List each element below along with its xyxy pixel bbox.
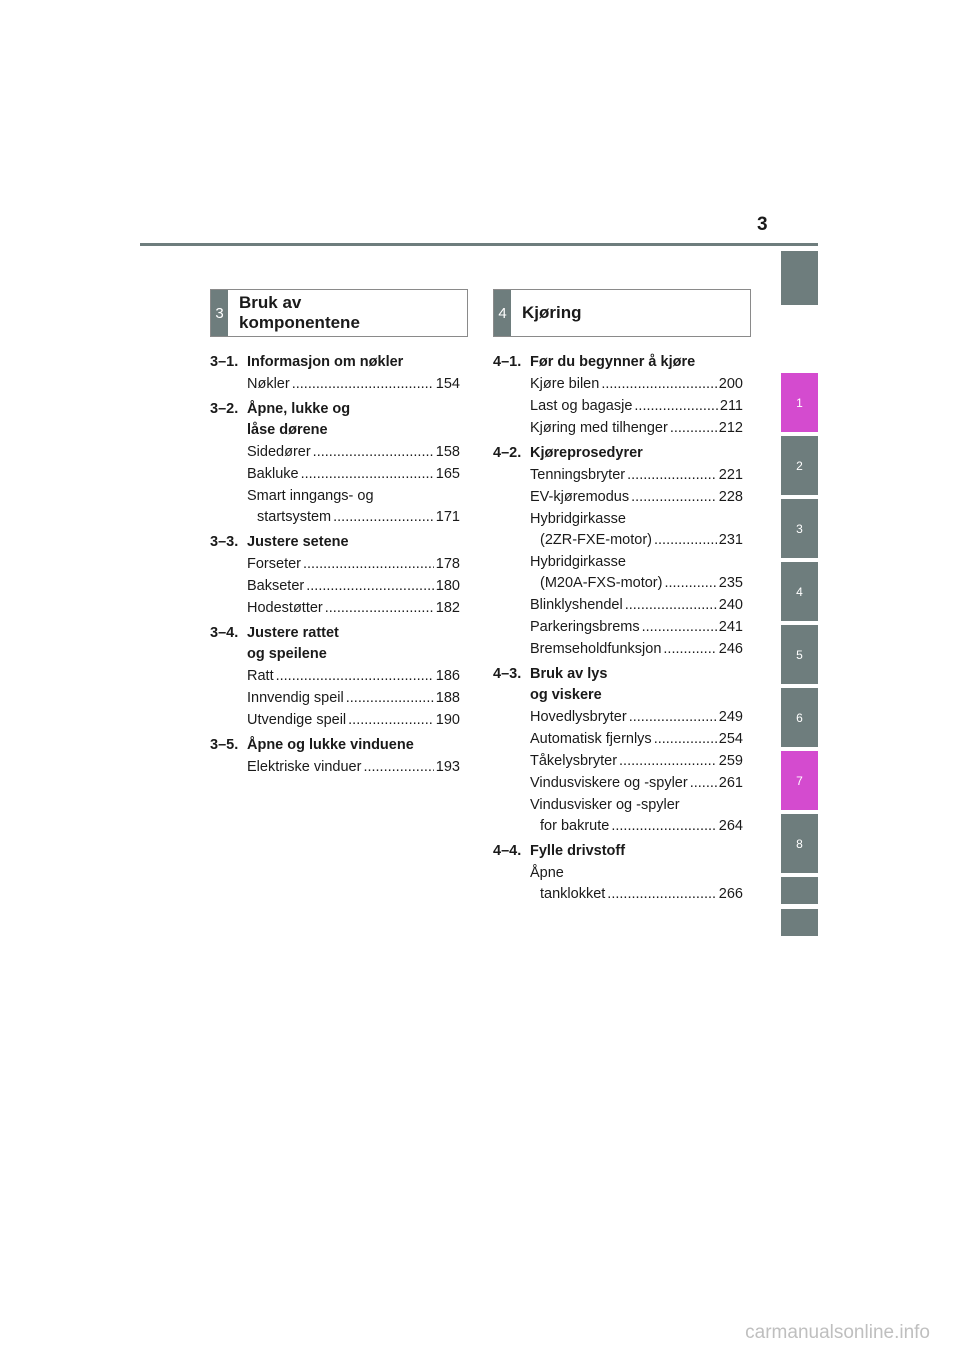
section-number: 4 xyxy=(494,290,511,336)
toc-entry-line xyxy=(530,751,743,772)
toc-entry-page: 254 xyxy=(718,731,743,747)
dot-leader xyxy=(690,773,717,794)
chapter-number: 3–4. xyxy=(210,625,239,641)
toc-entry-line xyxy=(247,442,460,463)
chapter-heading[interactable] xyxy=(493,443,743,464)
toc-entry-line xyxy=(530,863,743,884)
toc-entry-label: Tenningsbryter xyxy=(530,467,626,483)
toc-entry[interactable] xyxy=(247,486,460,528)
dot-leader xyxy=(333,507,434,528)
toc-entry-label: Bremseholdfunksjon xyxy=(530,641,662,657)
chapter-heading[interactable] xyxy=(210,623,460,665)
chapter-number: 4–1. xyxy=(493,354,522,370)
toc-entry[interactable] xyxy=(247,598,460,619)
toc-entry-page: 241 xyxy=(718,619,743,635)
dot-leader xyxy=(301,464,434,485)
dot-leader xyxy=(664,573,716,594)
toc-entry-label: Nøkler xyxy=(247,376,290,392)
toc-entry-line xyxy=(530,707,743,728)
toc-entry-line xyxy=(530,573,743,594)
toc-entry[interactable] xyxy=(530,707,743,728)
section-title: Bruk av komponentene xyxy=(239,293,360,332)
toc-entry-label: Kjøre bilen xyxy=(530,376,600,392)
toc-entry-page: 249 xyxy=(718,709,743,725)
toc-entry-line xyxy=(530,552,743,573)
dot-leader xyxy=(634,396,717,417)
toc-entry[interactable] xyxy=(247,374,460,395)
chapter-heading[interactable] xyxy=(210,532,460,553)
dot-leader xyxy=(631,487,717,508)
dot-leader xyxy=(670,418,717,439)
toc-entry-label: Smart inngangs- og xyxy=(247,488,374,504)
toc-entry-line xyxy=(530,530,743,551)
section-header-4 xyxy=(493,289,751,337)
chapter-title: Justere rattet og speilene xyxy=(247,625,339,662)
chapter-title: Informasjon om nøkler xyxy=(247,354,404,370)
toc-entry-page: 240 xyxy=(718,597,743,613)
chapter-number: 4–3. xyxy=(493,666,522,682)
toc-entry-label: tanklokket xyxy=(540,886,606,902)
toc-entry[interactable] xyxy=(247,688,460,709)
dot-leader xyxy=(601,374,716,395)
toc-entry-label: Åpne xyxy=(530,865,564,881)
toc-entry-page: 188 xyxy=(435,690,460,706)
chapter-number: 3–1. xyxy=(210,354,239,370)
toc-entry-label: Vindusviskere og -spyler xyxy=(530,775,688,791)
dot-leader xyxy=(363,757,433,778)
toc-entry-page: 165 xyxy=(435,466,460,482)
toc-entry-line xyxy=(530,617,743,638)
toc-entry[interactable] xyxy=(247,710,460,731)
toc-entry-line xyxy=(247,576,460,597)
chapter-heading[interactable] xyxy=(210,352,460,373)
toc-entry[interactable] xyxy=(530,487,743,508)
toc-entry-page: 246 xyxy=(718,641,743,657)
toc-column-3 xyxy=(210,352,460,778)
chapter-tab-8[interactable]: 8 xyxy=(781,814,818,873)
chapter-title: Bruk av lys og viskere xyxy=(530,666,608,703)
toc-entry-label: (2ZR-FXE-motor) xyxy=(540,532,652,548)
toc-entry-line xyxy=(247,598,460,619)
toc-entry-line xyxy=(530,396,743,417)
toc-entry-page: 190 xyxy=(435,712,460,728)
toc-entry-label: Ratt xyxy=(247,668,274,684)
toc-entry-label: EV-kjøremodus xyxy=(530,489,630,505)
dot-leader xyxy=(306,576,434,597)
toc-entry-line xyxy=(247,710,460,731)
dot-leader xyxy=(346,688,434,709)
toc-entry-label: Forseter xyxy=(247,556,301,572)
dot-leader xyxy=(619,751,717,772)
toc-entry-line xyxy=(247,486,460,507)
toc-entry-page: 228 xyxy=(718,489,743,505)
dot-leader xyxy=(654,530,717,551)
toc-entry-label: Hodestøtter xyxy=(247,600,323,616)
header-rule xyxy=(140,243,818,246)
dot-leader xyxy=(292,374,434,395)
toc-entry-line xyxy=(247,688,460,709)
dot-leader xyxy=(325,598,434,619)
chapter-tab-blank[interactable] xyxy=(781,251,818,305)
dot-leader xyxy=(627,465,717,486)
toc-entry-line xyxy=(247,666,460,687)
toc-entry[interactable] xyxy=(530,465,743,486)
toc-entry-line xyxy=(530,487,743,508)
toc-entry[interactable] xyxy=(530,795,743,837)
toc-entry-label: Bakluke xyxy=(247,466,299,482)
toc-entry[interactable] xyxy=(530,396,743,417)
toc-entry-label: for bakrute xyxy=(540,818,610,834)
toc-entry-line xyxy=(530,773,743,794)
toc-entry-line xyxy=(530,509,743,530)
toc-entry-line xyxy=(530,816,743,837)
toc-entry-line xyxy=(530,465,743,486)
dot-leader xyxy=(276,666,434,687)
chapter-title: Fylle drivstoff xyxy=(530,843,626,859)
chapter-tab-5[interactable]: 5 xyxy=(781,625,818,684)
toc-entry-page: 186 xyxy=(435,668,460,684)
toc-entry-page: 178 xyxy=(435,556,460,572)
toc-entry[interactable] xyxy=(530,374,743,395)
toc-entry-page: 235 xyxy=(718,575,743,591)
chapter-heading[interactable] xyxy=(210,735,460,756)
toc-entry-page: 261 xyxy=(718,775,743,791)
toc-entry[interactable] xyxy=(247,576,460,597)
toc-entry[interactable] xyxy=(247,554,460,575)
dot-leader xyxy=(611,816,716,837)
toc-entry-line xyxy=(247,554,460,575)
toc-entry-label: Utvendige speil xyxy=(247,712,347,728)
chapter-title: Åpne og lukke vinduene xyxy=(247,737,414,753)
toc-entry-label: Vindusvisker og -spyler xyxy=(530,797,680,813)
chapter-tab-3[interactable]: 3 xyxy=(781,499,818,558)
chapter-title: Før du begynner å kjøre xyxy=(530,354,696,370)
toc-entry-label: Kjøring med tilhenger xyxy=(530,420,668,436)
toc-entry[interactable] xyxy=(530,595,743,616)
toc-entry[interactable] xyxy=(530,552,743,594)
toc-entry-page: 266 xyxy=(718,886,743,902)
toc-entry-label: Hybridgirkasse xyxy=(530,554,626,570)
toc-entry-label: Automatisk fjernlys xyxy=(530,731,652,747)
toc-entry-page: 259 xyxy=(718,753,743,769)
toc-entry-label: Sidedører xyxy=(247,444,311,460)
toc-entry-label: startsystem xyxy=(257,509,332,525)
toc-entry-page: 212 xyxy=(718,420,743,436)
toc-column-4 xyxy=(493,352,743,905)
toc-entry-line xyxy=(530,374,743,395)
toc-entry-label: Elektriske vinduer xyxy=(247,759,362,775)
toc-entry[interactable] xyxy=(530,617,743,638)
chapter-number: 3–2. xyxy=(210,401,239,417)
dot-leader xyxy=(654,729,717,750)
chapter-tab-2[interactable]: 2 xyxy=(781,436,818,495)
dot-leader xyxy=(642,617,717,638)
toc-entry-label: (M20A-FXS-motor) xyxy=(540,575,663,591)
dot-leader xyxy=(348,710,434,731)
toc-entry[interactable] xyxy=(530,773,743,794)
toc-entry-label: Hovedlysbryter xyxy=(530,709,627,725)
dot-leader xyxy=(303,554,434,575)
dot-leader xyxy=(663,639,716,660)
toc-entry-label: Hybridgirkasse xyxy=(530,511,626,527)
toc-entry-line xyxy=(530,795,743,816)
toc-entry-line xyxy=(530,418,743,439)
dot-leader xyxy=(313,442,434,463)
toc-entry-label: Blinklyshendel xyxy=(530,597,623,613)
watermark: carmanualsonline.info xyxy=(745,1322,930,1343)
toc-entry[interactable] xyxy=(530,418,743,439)
toc-entry-label: Last og bagasje xyxy=(530,398,633,414)
chapter-number: 4–4. xyxy=(493,843,522,859)
toc-entry[interactable] xyxy=(247,442,460,463)
chapter-tab-7[interactable]: 7 xyxy=(781,751,818,810)
section-header-3 xyxy=(210,289,468,337)
chapter-title: Justere setene xyxy=(247,534,349,550)
chapter-number: 4–2. xyxy=(493,445,522,461)
chapter-tab-6[interactable]: 6 xyxy=(781,688,818,747)
toc-entry[interactable] xyxy=(530,729,743,750)
toc-entry-page: 154 xyxy=(435,376,460,392)
chapter-tab-4[interactable]: 4 xyxy=(781,562,818,621)
chapter-heading[interactable] xyxy=(493,841,743,862)
chapter-tab-1[interactable]: 1 xyxy=(781,373,818,432)
toc-entry-page: 211 xyxy=(719,398,743,414)
toc-entry[interactable] xyxy=(247,464,460,485)
dot-leader xyxy=(625,595,717,616)
toc-entry[interactable] xyxy=(530,751,743,772)
chapter-heading[interactable] xyxy=(210,399,460,441)
toc-entry-page: 182 xyxy=(435,600,460,616)
toc-entry-line xyxy=(530,639,743,660)
dot-leader xyxy=(629,707,717,728)
chapter-tab-blank[interactable] xyxy=(781,909,818,936)
section-number: 3 xyxy=(211,290,228,336)
toc-entry-page: 180 xyxy=(435,578,460,594)
chapter-tab-blank[interactable] xyxy=(781,877,818,904)
toc-entry-label: Innvendig speil xyxy=(247,690,344,706)
toc-entry-line xyxy=(530,595,743,616)
toc-entry[interactable] xyxy=(530,863,743,905)
toc-entry-label: Tåkelysbryter xyxy=(530,753,618,769)
section-title: Kjøring xyxy=(522,303,582,322)
toc-entry-line xyxy=(530,729,743,750)
toc-entry[interactable] xyxy=(530,509,743,551)
toc-entry-line xyxy=(247,464,460,485)
toc-entry-page: 171 xyxy=(435,509,460,525)
toc-entry-page: 193 xyxy=(435,759,460,775)
chapter-number: 3–5. xyxy=(210,737,239,753)
dot-leader xyxy=(607,884,717,905)
toc-entry-line xyxy=(247,757,460,778)
toc-entry-label: Bakseter xyxy=(247,578,305,594)
chapter-heading[interactable] xyxy=(493,664,743,706)
toc-entry[interactable] xyxy=(247,666,460,687)
toc-entry-page: 231 xyxy=(718,532,743,548)
toc-entry-page: 200 xyxy=(718,376,743,392)
chapter-title: Kjøreprosedyrer xyxy=(530,445,643,461)
toc-entry[interactable] xyxy=(530,639,743,660)
toc-entry-page: 158 xyxy=(435,444,460,460)
toc-entry-page: 221 xyxy=(718,467,743,483)
toc-entry-line xyxy=(530,884,743,905)
toc-entry-line xyxy=(247,507,460,528)
chapter-title: Åpne, lukke og låse dørene xyxy=(247,401,351,438)
page-number: 3 xyxy=(757,214,768,235)
toc-entry-page: 264 xyxy=(718,818,743,834)
toc-entry-line xyxy=(247,374,460,395)
toc-entry[interactable] xyxy=(247,757,460,778)
chapter-number: 3–3. xyxy=(210,534,239,550)
toc-entry-label: Parkeringsbrems xyxy=(530,619,640,635)
chapter-heading[interactable] xyxy=(493,352,743,373)
